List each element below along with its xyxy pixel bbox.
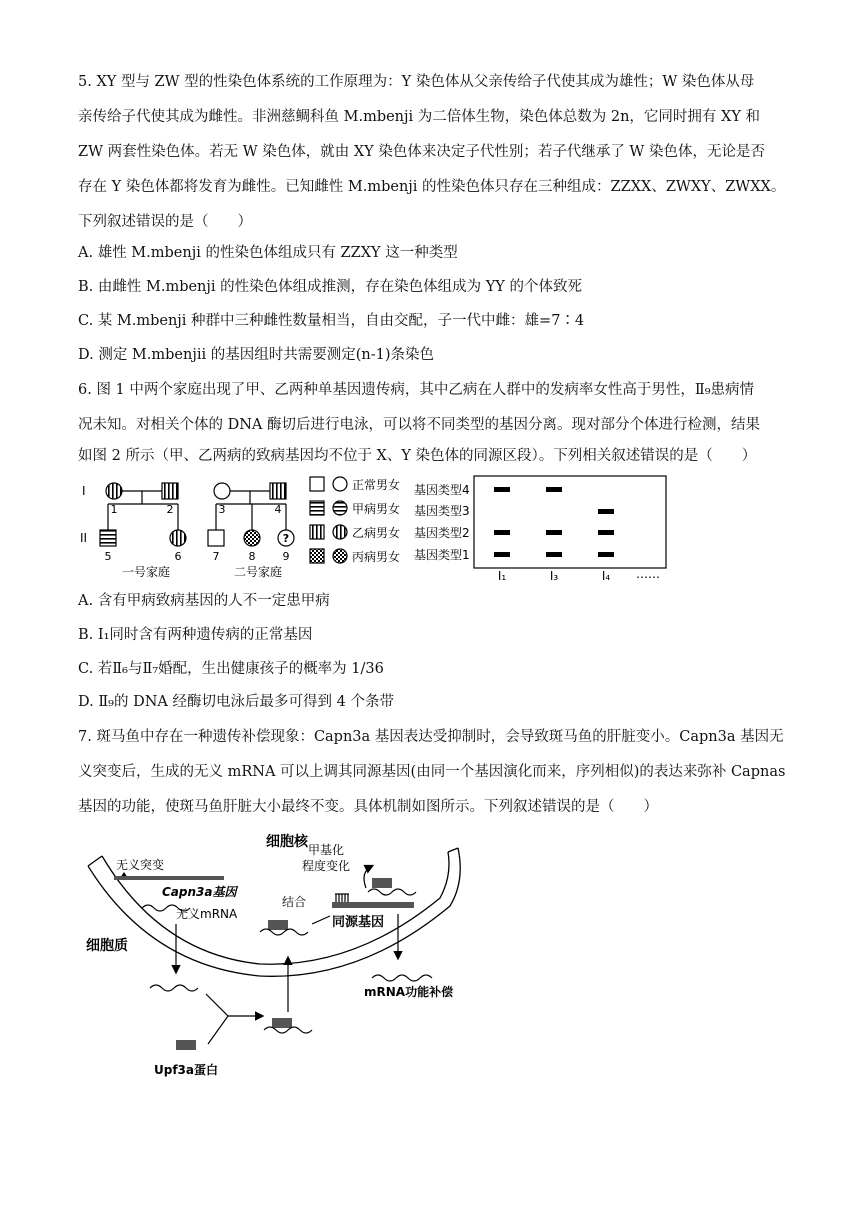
- band-lane3-type3: [598, 509, 614, 514]
- nonsense-mutation-label: 无义突变: [116, 858, 165, 872]
- q5-option-b: B. 由雌性 M.mbenji 的性染色体组成推测，存在染色体组成为 YY 的个体致死: [78, 279, 582, 295]
- gene-type-4-label: 基因类型4: [414, 483, 470, 497]
- q5-option-d: D. 测定 M.mbenjii 的基因组时共需要测定(n-1)条染色: [78, 347, 434, 363]
- legend-normal-female: [333, 477, 347, 491]
- individual-2-number: 2: [166, 503, 174, 516]
- individual-1: [106, 483, 122, 499]
- q5-option-a: A. 雄性 M.mbenji 的性染色体组成只有 ZZXY 这一种类型: [78, 245, 458, 261]
- cytoplasm-label: 细胞质: [86, 938, 128, 954]
- legend-disease-a-female: [333, 501, 347, 515]
- individual-4-number: 4: [274, 503, 282, 516]
- individual-7-number: 7: [212, 550, 220, 563]
- q5-line-5: 下列叙述错误的是（ ）: [78, 214, 252, 230]
- band-lane2-type2: [546, 530, 562, 535]
- lane-2-label: I₃: [549, 569, 559, 583]
- complex-protein: [272, 1018, 292, 1028]
- legend-label-disease-b: 乙病男女: [352, 526, 401, 540]
- gene-type-1-label: 基因类型1: [414, 548, 470, 562]
- individual-6-number: 6: [174, 550, 182, 563]
- individual-8-number: 8: [248, 550, 256, 563]
- upf3a-label: Upf3a蛋白: [154, 1063, 219, 1077]
- q5-line-3: ZW 两套性染色体。若无 W 染色体，就由 XY 染色体来决定子代性别；若子代继承了 W 染色体，无论是否: [78, 144, 765, 160]
- band-lane1-type2: [494, 530, 510, 535]
- methylation-label-1: 甲基化: [308, 843, 345, 857]
- individual-7: [208, 530, 224, 546]
- polymerase: [372, 878, 392, 888]
- legend-disease-both-male: [310, 549, 324, 563]
- bind-label: 结合: [282, 895, 307, 909]
- individual-4: [270, 483, 286, 499]
- individual-1-number: 1: [110, 503, 118, 516]
- lane-3-label: I₄: [601, 569, 611, 583]
- homolog-gene-bar: [332, 902, 414, 908]
- generation-2-label: II: [80, 531, 88, 545]
- individual-3-number: 3: [218, 503, 226, 516]
- gene-type-3-label: 基因类型3: [414, 504, 470, 518]
- band-lane2-type1: [546, 552, 562, 557]
- q6-line-3: 如图 2 所示（甲、乙两病的致病基因均不位于 X、Y 染色体的同源区段）。下列相关叙述错误的是（ ）: [78, 448, 757, 464]
- legend-disease-b-female: [333, 525, 347, 539]
- q6-line-1: 6. 图 1 中两个家庭出现了甲、乙两种单基因遗传病，其中乙病在人群中的发病率女性高于男性，Ⅱ₉患病情: [78, 382, 755, 398]
- individual-8: [244, 530, 260, 546]
- band-lane1-type4: [494, 487, 510, 492]
- methylation-label-2: 程度变化: [302, 859, 351, 873]
- individual-5-number: 5: [104, 550, 112, 563]
- lane-ellipsis: ……: [636, 567, 660, 581]
- individual-3: [214, 483, 230, 499]
- family-2-label: 二号家庭: [233, 565, 283, 579]
- q6-line-2: 况未知。对相关个体的 DNA 酶切后进行电泳，可以将不同类型的基因分离。现对部分个体进行检测，结果: [78, 417, 760, 433]
- legend-label-normal: 正常男女: [352, 478, 401, 492]
- q5-line-4: 存在 Y 染色体都将发育为雌性。已知雌性 M.mbenji 的性染色体只存在三种组成：ZZXX、ZWXY、ZWXX。: [78, 179, 786, 195]
- family-1-label: 一号家庭: [121, 565, 171, 579]
- nucleus-label: 细胞核: [266, 834, 308, 850]
- bound-protein: [268, 920, 288, 930]
- individual-9-number: 9: [282, 550, 290, 563]
- compensation-label: mRNA功能补偿: [364, 985, 454, 999]
- individual-6: [170, 530, 186, 546]
- unknown-mark: ?: [282, 532, 290, 545]
- q5-line-1: 5. XY 型与 ZW 型的性染色体系统的工作原理为：Y 染色体从父亲传给子代使其成为雄性；W 染色体从母: [78, 74, 755, 90]
- legend-disease-a-male: [310, 501, 324, 515]
- capn3a-gene-bar: [114, 876, 224, 880]
- legend-disease-both-female: [333, 549, 347, 563]
- q6-option-d: D. Ⅱ₉的 DNA 经酶切电泳后最多可得到 4 个条带: [78, 694, 394, 710]
- individual-5: [100, 530, 116, 546]
- individual-2: [162, 483, 178, 499]
- band-lane3-type2: [598, 530, 614, 535]
- q6-option-b: B. I₁同时含有两种遗传病的正常基因: [78, 627, 313, 643]
- legend-label-disease-a: 甲病男女: [352, 502, 401, 516]
- q6-option-c: C. 若Ⅱ₆与Ⅱ₇婚配，生出健康孩子的概率为 1/36: [78, 661, 384, 677]
- compensation-mechanism-figure: [80, 826, 480, 1086]
- q7-line-2: 义突变后，生成的无义 mRNA 可以上调其同源基因(由同一个基因演化而来，序列相似)的表达来弥补 Capnas: [78, 764, 786, 780]
- legend-disease-b-male: [310, 525, 324, 539]
- lane-1-label: I₁: [497, 569, 507, 583]
- band-lane3-type1: [598, 552, 614, 557]
- q7-line-1: 7. 斑马鱼中存在一种遗传补偿现象：Capn3a 基因表达受抑制时，会导致斑马鱼的肝脏变小。Capn3a 基因无: [78, 729, 784, 745]
- generation-1-label: I: [82, 484, 86, 498]
- q5-option-c: C. 某 M.mbenji 种群中三种雌性数量相当，自由交配，子一代中雌：雄=7∶4: [78, 313, 585, 329]
- homolog-gene-label: 同源基因: [332, 915, 385, 930]
- q6-option-a: A. 含有甲病致病基因的人不一定患甲病: [78, 593, 330, 609]
- capn3a-gene-label: Capn3a基因: [162, 885, 237, 899]
- legend-label-disease-both: 丙病男女: [352, 550, 401, 564]
- cytoplasm-mrna-wave: [150, 985, 198, 991]
- gene-type-2-label: 基因类型2: [414, 526, 470, 540]
- nonsense-mrna-label: 无义mRNA: [176, 907, 238, 921]
- q7-line-3: 基因的功能，使斑马鱼肝脏大小最终不变。具体机制如图所示。下列叙述错误的是（ ）: [78, 799, 658, 815]
- pedigree-figure: [76, 474, 676, 584]
- compensation-mrna-wave: [372, 975, 432, 981]
- legend-normal-male: [310, 477, 324, 491]
- band-lane2-type4: [546, 487, 562, 492]
- band-lane1-type1: [494, 552, 510, 557]
- q5-line-2: 亲传给子代使其成为雌性。非洲慈鲷科鱼 M.mbenji 为二倍体生物，染色体总数为 2n，它同时拥有 XY 和: [78, 109, 761, 125]
- upf3a-protein: [176, 1040, 196, 1050]
